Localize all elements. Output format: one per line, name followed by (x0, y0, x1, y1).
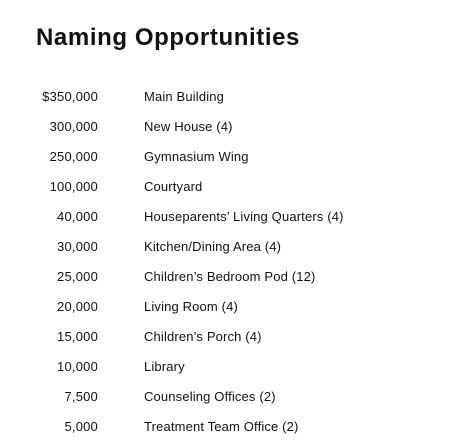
item-amount: 20,000 (57, 298, 98, 314)
list-item (0, 411, 468, 441)
item-label: Treatment Team Office (2) (144, 418, 299, 434)
list-item (0, 201, 468, 231)
item-amount: 300,000 (49, 118, 98, 134)
item-label: Gymnasium Wing (144, 148, 249, 164)
item-label: Main Building (144, 88, 224, 104)
item-amount: $350,000 (42, 88, 98, 104)
item-label: Courtyard (144, 178, 203, 194)
item-amount: 25,000 (57, 268, 98, 284)
list-item (0, 171, 468, 201)
item-amount: 30,000 (57, 238, 98, 254)
list-item (0, 111, 468, 141)
item-label: Houseparents’ Living Quarters (4) (144, 208, 344, 224)
item-amount: 40,000 (57, 208, 98, 224)
item-label: Children’s Porch (4) (144, 328, 262, 344)
list-item (0, 261, 468, 291)
item-label: Counseling Offices (2) (144, 388, 276, 404)
list-item (0, 321, 468, 351)
list-item (0, 381, 468, 411)
list-item (0, 141, 468, 171)
item-label: Children’s Bedroom Pod (12) (144, 268, 316, 284)
item-label: Kitchen/Dining Area (4) (144, 238, 282, 254)
naming-opportunities-list (0, 81, 468, 441)
item-amount: 15,000 (57, 328, 98, 344)
item-amount: 250,000 (49, 148, 98, 164)
item-amount: 10,000 (57, 358, 98, 374)
page-title: Naming Opportunities (36, 24, 300, 51)
list-item (0, 81, 468, 111)
item-label: New House (4) (144, 118, 233, 134)
list-item (0, 351, 468, 381)
item-amount: 7,500 (64, 388, 98, 404)
item-amount: 100,000 (49, 178, 98, 194)
item-label: Living Room (4) (144, 298, 239, 314)
item-label: Library (144, 358, 185, 374)
list-item (0, 291, 468, 321)
list-item (0, 231, 468, 261)
item-amount: 5,000 (64, 418, 98, 434)
